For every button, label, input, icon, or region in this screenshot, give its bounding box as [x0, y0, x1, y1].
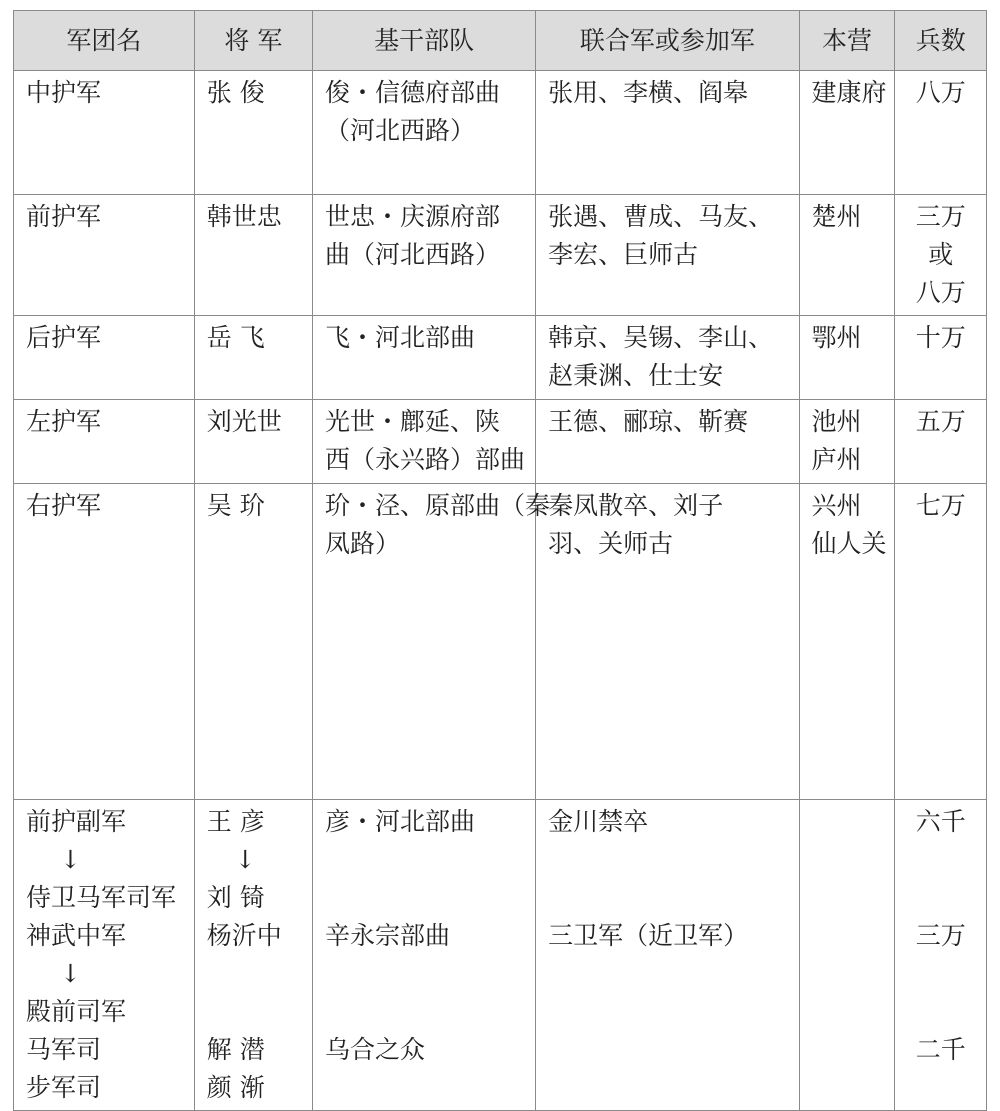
cell-general	[194, 195, 312, 316]
cell-troop-count	[895, 800, 987, 1111]
down-arrow-icon: ↓	[60, 959, 81, 988]
cell-joint-army	[536, 484, 799, 800]
cell-core-troops	[313, 800, 536, 1111]
cell-line: 前护军	[26, 202, 102, 231]
cell-line: 七万	[915, 491, 966, 520]
cell-joint-army	[536, 195, 799, 316]
cell-troop-count	[895, 71, 987, 195]
table-body	[14, 71, 987, 1111]
cell-line: 刘 锜	[206, 883, 265, 912]
table-row	[14, 484, 987, 800]
header-troop-count: 兵数	[895, 11, 987, 71]
cell-line	[548, 1031, 788, 1069]
cell-line: 吴 玠	[206, 491, 265, 520]
cell-line: 五万	[915, 407, 966, 436]
cell-general	[194, 400, 312, 484]
cell-line: 楚州	[811, 202, 862, 231]
cell-troop-count	[895, 195, 987, 316]
cell-line: 殿前司军	[26, 997, 127, 1026]
cell-line	[325, 1069, 525, 1107]
cell-core-troops	[313, 484, 551, 800]
cell-joint-army	[536, 71, 799, 195]
cell-line: 或	[928, 240, 954, 269]
cell-headquarters	[799, 400, 895, 484]
cell-line	[325, 955, 525, 993]
cell-line: 秦凤散卒、刘子	[548, 491, 724, 520]
cell-line: 羽、关师古	[548, 529, 674, 558]
cell-line: 彦・河北部曲	[325, 807, 476, 836]
cell-troop-count	[895, 316, 987, 400]
cell-line: 韩世忠	[206, 202, 282, 231]
cell-line	[899, 1069, 982, 1107]
table-row	[14, 195, 987, 316]
cell-line: 前护副军	[26, 807, 127, 836]
cell-line: 中护军	[26, 78, 102, 107]
cell-line: 赵秉渊、仕士安	[548, 361, 724, 390]
cell-line: 仙人关	[811, 529, 887, 558]
cell-headquarters	[799, 195, 895, 316]
cell-line: 王德、郦琼、靳赛	[548, 407, 749, 436]
cell-line: 三万	[915, 921, 966, 950]
cell-line: 杨沂中	[206, 921, 282, 950]
down-arrow-icon: ↓	[234, 845, 256, 874]
cell-joint-army	[536, 800, 799, 1111]
cell-line	[899, 841, 982, 879]
cell-line: 金川禁卒	[548, 807, 649, 836]
cell-army-name	[14, 195, 195, 316]
cell-line	[899, 879, 982, 917]
cell-headquarters	[799, 71, 895, 195]
cell-line: 鄂州	[811, 323, 862, 352]
cell-line	[812, 803, 885, 841]
cell-army-name	[14, 800, 195, 1111]
cell-line	[325, 841, 525, 879]
cell-core-troops	[313, 195, 536, 316]
cell-army-name	[14, 400, 195, 484]
table-row	[14, 800, 987, 1111]
cell-line	[548, 993, 788, 1031]
cell-line: 庐州	[811, 445, 862, 474]
header-general: 将 军	[194, 11, 312, 71]
cell-line: 凤路）	[325, 529, 401, 558]
cell-line: 张用、李横、阎皋	[548, 78, 749, 107]
cell-line: 曲（河北西路）	[325, 240, 501, 269]
cell-line: 后护军	[26, 323, 102, 352]
cell-line: 岳 飞	[206, 323, 265, 352]
cell-line	[207, 955, 302, 993]
cell-line: 步军司	[26, 1073, 102, 1102]
cell-line: 张遇、曹成、马友、	[548, 202, 774, 231]
table-row	[14, 316, 987, 400]
cell-general	[194, 316, 312, 400]
cell-line: 韩京、吴锡、李山、	[548, 323, 774, 352]
cell-line	[325, 993, 525, 1031]
cell-line: 张 俊	[206, 78, 265, 107]
cell-line	[899, 993, 982, 1031]
cell-line: 乌合之众	[325, 1035, 426, 1064]
header-joint-army: 联合军或参加军	[536, 11, 799, 71]
cell-line: 十万	[915, 323, 966, 352]
cell-line: 左护军	[26, 407, 102, 436]
cell-line: 王 彦	[206, 807, 265, 836]
cell-line: （河北西路）	[325, 116, 476, 145]
cell-line: 李宏、巨师古	[548, 240, 699, 269]
cell-line: 颜 渐	[206, 1073, 265, 1102]
cell-army-name	[14, 71, 195, 195]
cell-army-name	[14, 484, 195, 800]
table-row	[14, 400, 987, 484]
cell-line: 西（永兴路）部曲	[325, 445, 526, 474]
cell-core-troops	[313, 400, 536, 484]
cell-line: 三卫军（近卫军）	[548, 921, 749, 950]
cell-line	[899, 955, 982, 993]
cell-line: 八万	[915, 78, 966, 107]
table-header	[14, 11, 987, 71]
table-row	[14, 71, 987, 195]
cell-line: 池州	[811, 407, 862, 436]
cell-line: 兴州	[811, 491, 862, 520]
cell-line: 刘光世	[206, 407, 282, 436]
header-row	[14, 11, 987, 71]
cell-line: 三万	[915, 202, 966, 231]
cell-line: 六千	[915, 807, 966, 836]
header-headquarters: 本营	[799, 11, 895, 71]
cell-line: 辛永宗部曲	[325, 921, 451, 950]
cell-line: 侍卫马军司军	[26, 883, 177, 912]
cell-joint-army	[536, 316, 799, 400]
cell-line	[548, 879, 788, 917]
header-army-name: 军团名	[14, 11, 195, 71]
header-core-troops: 基干部队	[313, 11, 536, 71]
cell-line: 解 潜	[206, 1035, 265, 1064]
cell-line	[548, 1069, 788, 1107]
cell-troop-count	[895, 400, 987, 484]
cell-line	[548, 955, 788, 993]
cell-core-troops	[313, 316, 536, 400]
cell-line: 光世・鄜延、陕	[325, 407, 501, 436]
cell-line: 建康府	[811, 78, 887, 107]
down-arrow-icon: ↓	[60, 845, 81, 874]
cell-joint-army	[536, 400, 799, 484]
cell-line: 玠・泾、原部曲（秦	[325, 491, 551, 520]
cell-general	[194, 484, 312, 800]
cell-line: 世忠・庆源府部	[325, 202, 501, 231]
cell-line	[325, 879, 525, 917]
cell-line	[207, 993, 302, 1031]
cell-general	[194, 71, 312, 195]
cell-headquarters	[799, 800, 895, 1111]
cell-line: 马军司	[26, 1035, 102, 1064]
cell-line: 八万	[915, 278, 966, 307]
cell-line: 俊・信德府部曲	[325, 78, 501, 107]
cell-general	[194, 800, 312, 1111]
cell-army-name	[14, 316, 195, 400]
cell-line: 二千	[915, 1035, 966, 1064]
cell-troop-count	[895, 484, 987, 800]
cell-headquarters	[799, 316, 895, 400]
cell-line: 神武中军	[26, 921, 127, 950]
cell-line: 右护军	[26, 491, 102, 520]
army-corps-table	[13, 10, 987, 1111]
cell-line	[548, 841, 788, 879]
cell-headquarters	[799, 484, 895, 800]
cell-line: 飞・河北部曲	[325, 323, 476, 352]
cell-core-troops	[313, 71, 536, 195]
